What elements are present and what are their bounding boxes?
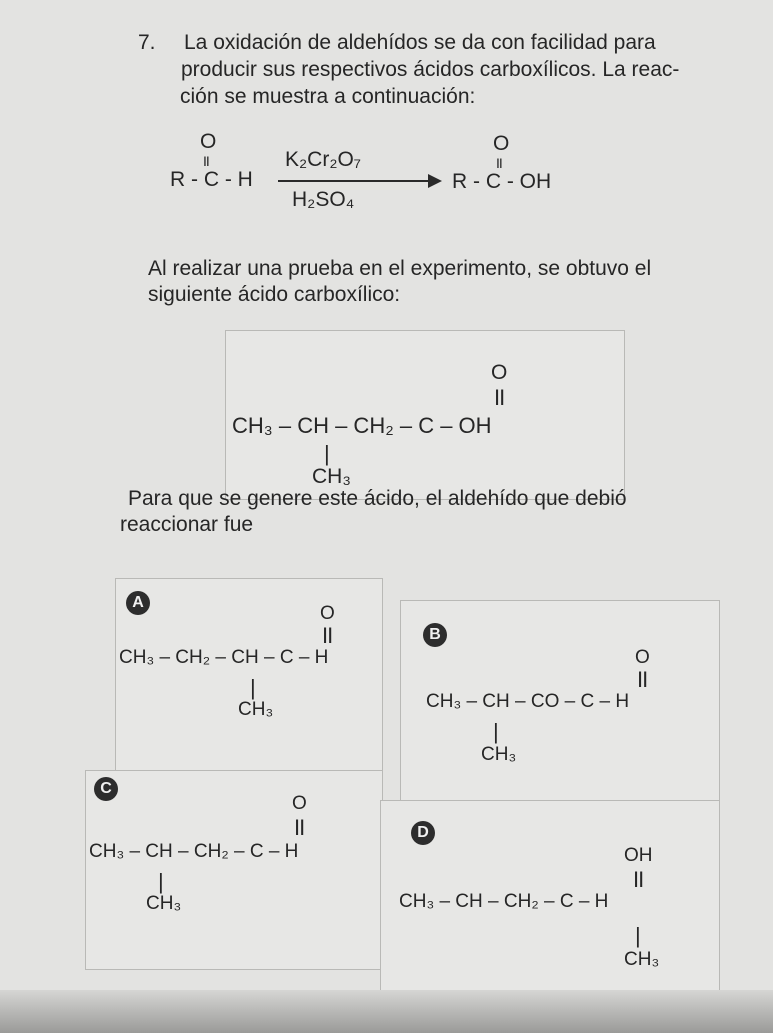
- reaction-reagent-bottom: H₂SO₄: [292, 188, 355, 211]
- reaction-reactant-double-bond: II: [203, 153, 209, 169]
- option-b-branch-bond: |: [493, 719, 499, 744]
- reaction-product-oxygen: O: [493, 132, 510, 155]
- option-a-badge: A: [126, 591, 150, 615]
- option-d-hydroxyl: OH: [624, 845, 653, 866]
- option-a-branch-bond: |: [250, 675, 256, 700]
- question-line-2: producir sus respectivos ácidos carboxílicos. La reac-: [181, 58, 680, 81]
- question-line-3: ción se muestra a continuación:: [180, 85, 476, 108]
- acid-main-chain: CH₃ – CH – CH₂ – C – OH: [232, 413, 492, 438]
- option-b-card[interactable]: [400, 600, 720, 822]
- option-b-branch: CH₃: [481, 744, 517, 765]
- option-b-double-bond: II: [637, 667, 648, 692]
- acid-structure-box: [225, 330, 625, 500]
- option-a-branch: CH₃: [238, 699, 274, 720]
- option-d-branch-bond: |: [635, 923, 641, 948]
- acid-oxygen: O: [491, 361, 508, 384]
- option-b-badge: B: [423, 623, 447, 647]
- reaction-reactant-oxygen: O: [200, 130, 217, 153]
- question-line-1: La oxidación de aldehídos se da con facilidad para: [184, 31, 656, 54]
- reaction-product-double-bond: II: [496, 155, 502, 171]
- prompt-line-1: Para que se genere este ácido, el aldehído que debió: [128, 487, 627, 510]
- option-a-card[interactable]: [115, 578, 383, 773]
- acid-double-bond: II: [494, 385, 505, 410]
- reaction-product: R - C - OH: [452, 170, 552, 193]
- option-c-main-chain: CH₃ – CH – CH₂ – C – H: [89, 841, 299, 862]
- option-a-oxygen: O: [320, 603, 335, 624]
- paragraph-2-line-2: siguiente ácido carboxílico:: [148, 283, 401, 306]
- option-c-card[interactable]: [85, 770, 383, 970]
- option-b-oxygen: O: [635, 647, 650, 668]
- reaction-arrow: [278, 180, 428, 182]
- option-d-double-bond: II: [633, 867, 644, 892]
- acid-branch: CH₃: [312, 465, 351, 488]
- prompt-line-2: reaccionar fue: [120, 513, 254, 536]
- option-d-branch: CH₃: [624, 949, 660, 970]
- reaction-reactant: R - C - H: [170, 168, 253, 191]
- option-c-badge: C: [94, 777, 118, 801]
- paragraph-2-line-1: Al realizar una prueba en el experimento, se obtuvo el: [148, 257, 652, 280]
- option-c-branch-bond: |: [158, 869, 164, 894]
- page-edge-shadow: [0, 990, 773, 1033]
- option-a-main-chain: CH₃ – CH₂ – CH – C – H: [119, 647, 329, 668]
- option-d-badge: D: [411, 821, 435, 845]
- option-c-branch: CH₃: [146, 893, 182, 914]
- option-d-main-chain: CH₃ – CH – CH₂ – C – H: [399, 891, 609, 912]
- acid-branch-bond: |: [324, 441, 330, 466]
- option-a-double-bond: II: [322, 623, 333, 648]
- reaction-arrow-head: [428, 174, 442, 188]
- option-c-double-bond: II: [294, 815, 305, 840]
- reaction-reagent-top: K₂Cr₂O₇: [285, 148, 362, 171]
- question-number: 7.: [138, 31, 156, 54]
- option-c-oxygen: O: [292, 793, 307, 814]
- option-b-main-chain: CH₃ – CH – CO – C – H: [426, 691, 630, 712]
